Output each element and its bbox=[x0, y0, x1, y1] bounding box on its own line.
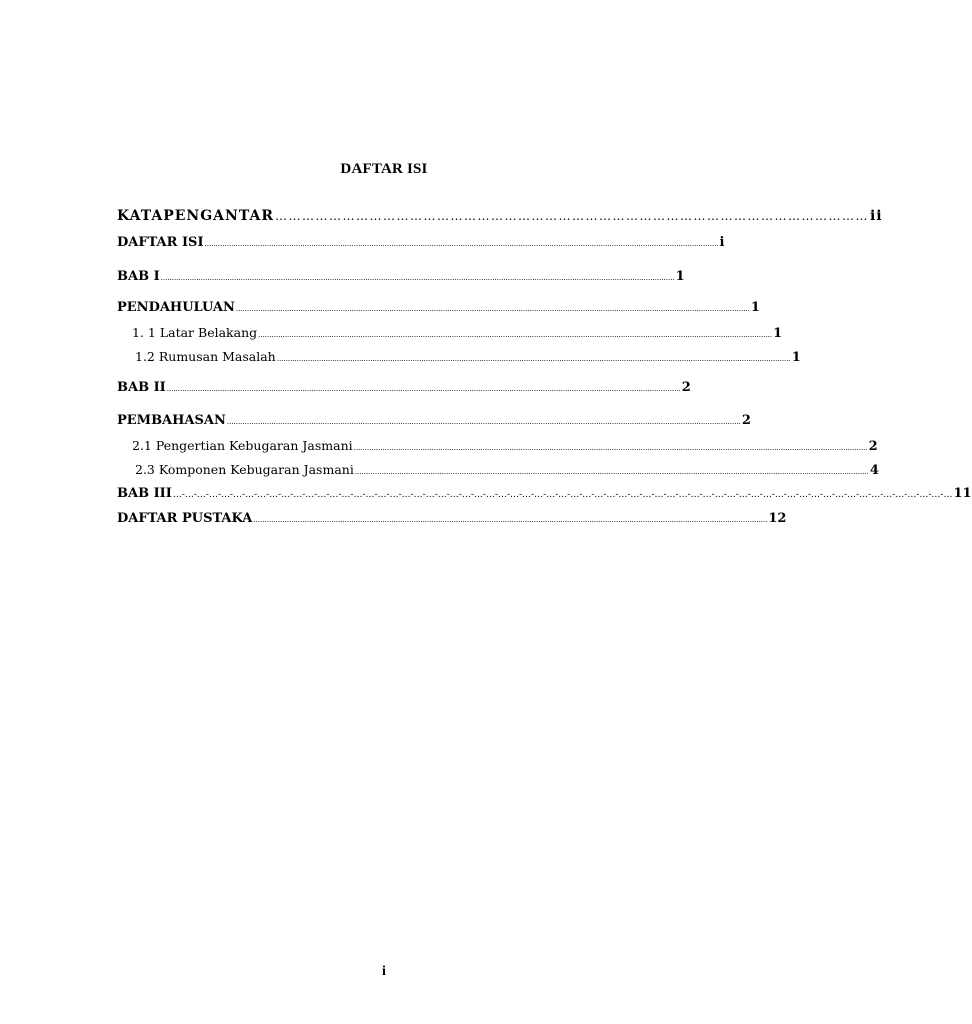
toc-entry-rumusan-masalah bbox=[135, 349, 801, 367]
toc-entry-label: DAFTAR ISI bbox=[117, 235, 204, 250]
toc-entry-label: DAFTAR PUSTAKA bbox=[117, 511, 253, 526]
dot-leader: ....................................................................................................................................................................................................................................... bbox=[204, 240, 719, 248]
toc-entry-label: BAB II bbox=[117, 380, 166, 395]
toc-entry-pengertian-kebugaran bbox=[132, 438, 878, 456]
dot-leader: ....................................................................................................................................................................................................................................... bbox=[353, 444, 868, 452]
dot-leader: …………………………………………………………………………………………………………………… bbox=[274, 209, 869, 223]
toc-entry-page: 1 bbox=[791, 350, 801, 365]
dot-leader: ....................................................................................................................................................................................................................................... bbox=[276, 355, 791, 363]
toc-entry-pendahuluan bbox=[117, 300, 760, 317]
toc-entry-label: 2.1 Pengertian Kebugaran Jasmani bbox=[132, 438, 353, 453]
page-title: DAFTAR ISI bbox=[340, 161, 428, 177]
dot-leader: ....................................................................................................................................................................................................................................... bbox=[258, 331, 773, 339]
toc-entry-label: PEMBAHASAN bbox=[117, 413, 226, 428]
page-number: i bbox=[382, 964, 386, 979]
dot-leader: ....................................................................................................................................................................................................................................... bbox=[235, 305, 750, 313]
dot-leader: ....................................................................................................................................................................................................................................... bbox=[253, 516, 768, 524]
dot-leader: ....................................................................................................................................................................................................................................... bbox=[226, 418, 741, 426]
toc-entry-daftar-pustaka bbox=[117, 511, 787, 528]
toc-entry-latar-belakang bbox=[132, 325, 783, 343]
toc-entry-page: 2 bbox=[741, 413, 751, 428]
toc-entry-page: 1 bbox=[750, 300, 760, 315]
toc-entry-label: KATAPENGANTAR bbox=[117, 208, 274, 224]
toc-entry-label: BAB III bbox=[117, 486, 172, 501]
toc-entry-page: 12 bbox=[768, 511, 787, 526]
toc-entry-bab-iii bbox=[117, 486, 972, 503]
toc-entry-page: 1 bbox=[773, 326, 783, 341]
toc-entry-kata-pengantar bbox=[117, 208, 883, 224]
toc-entry-page: ii bbox=[869, 208, 883, 224]
toc-entry-label: BAB I bbox=[117, 269, 160, 284]
toc-entry-label: 2.3 Komponen Kebugaran Jasmani bbox=[135, 462, 354, 477]
toc-entry-page: 1 bbox=[675, 269, 685, 284]
toc-entry-komponen-kebugaran bbox=[135, 462, 879, 480]
toc-entry-page: i bbox=[719, 235, 725, 250]
toc-entry-label: PENDAHULUAN bbox=[117, 300, 235, 315]
dot-leader: …-…-…-…-…-…-…-…-…-…-…-…-…-…-…-…-…-…-…-…-…-…-…-…-…-…-…-…-…-…-…-…-…-…-…-…-…-…-…-…-…-…-…-…-…-…-…-…-…-…-…-…-…-…-…-…-…-…-…-…-…-…-…-…-… bbox=[172, 490, 953, 500]
dot-leader: ....................................................................................................................................................................................................................................... bbox=[166, 385, 681, 393]
toc-entry-label: 1. 1 Latar Belakang bbox=[132, 325, 258, 340]
toc-entry-page: 2 bbox=[681, 380, 691, 395]
dot-leader: ....................................................................................................................................................................................................................................... bbox=[160, 274, 675, 282]
dot-leader: ....................................................................................................................................................................................................................................... bbox=[354, 468, 869, 476]
toc-entry-bab-i bbox=[117, 269, 685, 286]
toc-entry-page: 11 bbox=[953, 486, 972, 501]
toc-entry-page: 2 bbox=[868, 439, 878, 454]
toc-entry-page: 4 bbox=[869, 463, 879, 478]
toc-entry-daftar-isi bbox=[117, 235, 725, 252]
toc-entry-label: 1.2 Rumusan Masalah bbox=[135, 349, 276, 364]
toc-entry-bab-ii bbox=[117, 380, 691, 397]
toc-entry-pembahasan bbox=[117, 413, 751, 430]
